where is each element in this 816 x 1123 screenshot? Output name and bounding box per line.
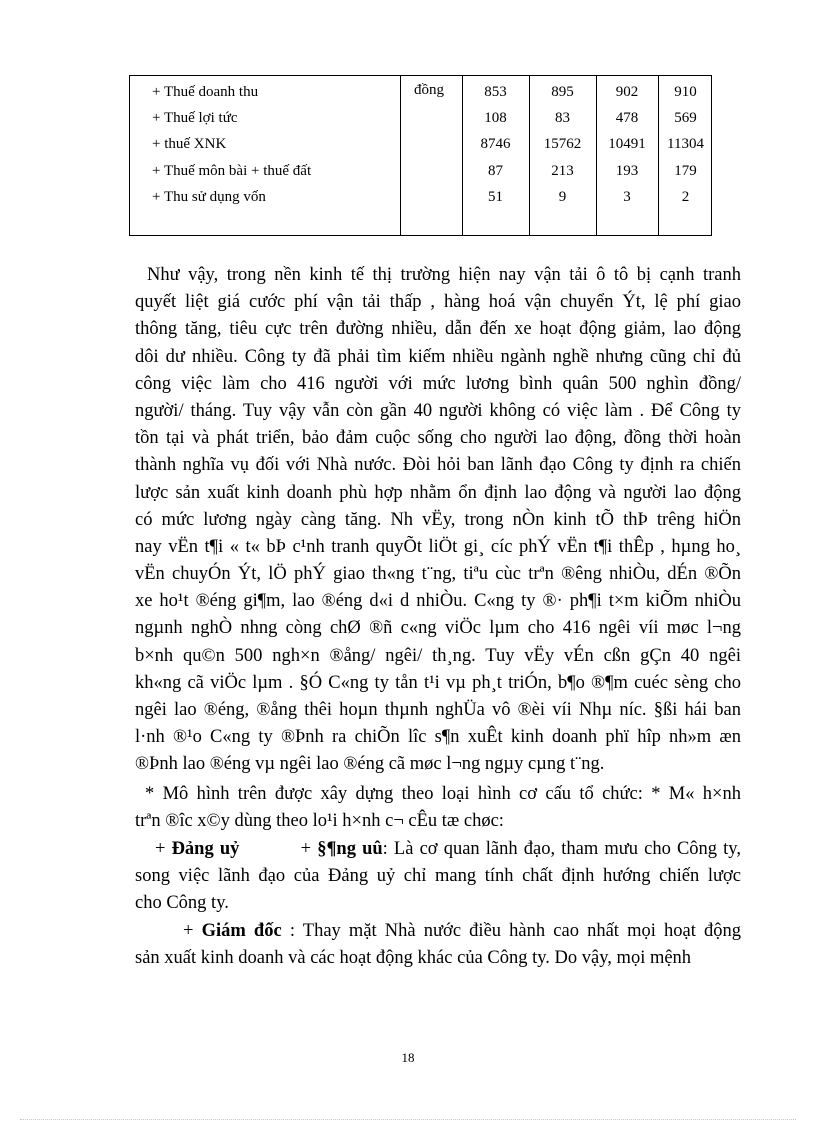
text-line: Như vậy, trong nền kinh tế thị trường hiện nay vận tải ô tô bị cạnh tranh: [147, 265, 741, 285]
row-value: 2: [681, 189, 690, 205]
text-line: quyết liệt giá cước phí vận tải thấp , hàng hoá vận chuyển Ýt, lệ phí giao: [135, 292, 741, 313]
body-paragraph-4: [135, 918, 741, 972]
text-line: lược sản xuất kinh doanh phù hợp nhằm ổn định lao động và người lao động: [135, 482, 741, 503]
row-value: 478: [615, 110, 639, 126]
body-paragraph-1: [135, 262, 741, 779]
text-line: công việc làm cho 416 người với mức lương bình quân 500 nghìn đồng/: [135, 373, 741, 394]
table-divider: [400, 76, 401, 235]
text-line: có mức lương ngày càng tăng. Nh vËy, trong nÒn kinh tÕ thÞ trêng hiÖn: [135, 509, 741, 530]
row-value: 9: [558, 189, 567, 205]
row-value: 51: [488, 189, 503, 205]
bold-term: Giám đốc: [201, 921, 282, 941]
row-value: 179: [674, 163, 697, 179]
row-value: 87: [488, 163, 503, 179]
text-line: + Giám đốc : Thay mặt Nhà nước điều hành cao nhất mọi hoạt động: [183, 921, 742, 941]
bold-term: §¶ng uû: [317, 839, 383, 859]
row-value: 853: [484, 84, 507, 100]
row-label: + Thuế môn bài + thuế đất: [152, 163, 312, 179]
text-line: kh«ng cã viÖc lµm . §Ó C«ng ty tån t¹i vµ ph¸t triÓn, b¶o ®¶m cuéc sèng cho: [135, 672, 741, 693]
bold-term: Đảng uỷ: [171, 839, 240, 859]
text-line: + Đảng uỷ + §¶ng uû: Là cơ quan lãnh đạo, tham mưu cho Công ty,: [155, 839, 741, 859]
text-line: l·nh ®¹o C«ng ty ®Þnh ra chiÕn lîc s¶n xuÊt kinh doanh phï hîp nh»m æn: [135, 727, 741, 748]
text-line: ngêi lao ®éng, ®ång thêi hoµn thµnh nghÜa vô ®èi víi Nhµ níc. §ßi hái ban: [135, 700, 741, 720]
text-line: thông tăng, tiêu cực trên đường nhiều, dẫn đến xe hoạt động giảm, lao động: [135, 319, 741, 340]
text-line: song việc lãnh đạo của Đảng uỷ chỉ mang tính chất định hướng chiến lược: [135, 866, 741, 887]
text-line: tồn tại và phát triển, bảo đảm cuộc sống cho người lao động, đồng thời hoàn: [135, 428, 741, 449]
text-line: người/ tháng. Tuy vậy vẫn còn gần 40 người không có việc làm . Để Công ty: [135, 400, 741, 421]
row-value: 910: [674, 84, 697, 100]
row-value: 569: [674, 110, 697, 126]
row-value: 3: [623, 189, 631, 205]
unit-cell: đồng: [414, 82, 444, 98]
text-line: ®Þnh lao ®éng vµ ngêi lao ®éng cã møc l¬ng ngµy cµng t¨ng.: [135, 754, 605, 775]
row-value: 213: [551, 163, 574, 179]
row-value: 902: [615, 84, 639, 100]
inline-text: : Là cơ quan lãnh đạo, tham mưu cho Công ty,: [382, 839, 741, 859]
page-number: 18: [401, 1050, 415, 1065]
row-value: 15762: [543, 136, 582, 152]
text-line: b×nh qu©n 500 ngh×n ®ång/ ngêi/ th¸ng. Tuy vËy vÉn cßn gÇn 40 ngêi: [135, 645, 741, 666]
page-bottom-divider: [20, 1119, 796, 1120]
row-label: + Thuế lợi tức: [152, 110, 238, 126]
body-paragraph-2: [135, 781, 741, 835]
row-label: + Thuế doanh thu: [152, 84, 259, 100]
row-label: + thuế XNK: [152, 136, 227, 152]
text-line: trªn ®îc x©y dùng theo lo¹i h×nh c¬ cÊu tæ chøc:: [135, 811, 504, 832]
text-line: thành nghĩa vụ đối với Nhà nước. Đòi hỏi ban lãnh đạo Công ty định ra chiến: [135, 455, 741, 476]
row-value: 108: [484, 110, 507, 126]
row-value: 895: [551, 84, 574, 100]
text-line: nay vËn t¶i « t« bÞ c¹nh tranh quyÕt liÖt gi¸ cíc phÝ vËn t¶i thÊp , hµng ho¸: [135, 536, 741, 557]
tax-table: [129, 75, 712, 236]
row-value: 11304: [667, 136, 704, 152]
row-value: 8746: [480, 136, 511, 152]
text-line: sản xuất kinh doanh và các hoạt động khác của Công ty. Do vậy, mọi mệnh: [135, 948, 692, 969]
row-label: + Thu sử dụng vốn: [152, 189, 266, 205]
row-value: 83: [555, 110, 570, 126]
text-line: * Mô hình trên được xây dựng theo loại hình cơ cấu tổ chức: * M« h×nh: [145, 784, 741, 804]
text-line: ngµnh nghÒ nhng còng chØ ®ñ c«ng viÖc lµm cho 416 ngêi víi møc l¬ng: [135, 618, 741, 639]
text-line: cho Công ty.: [135, 893, 229, 914]
row-value: 193: [615, 163, 639, 179]
text-line: dôi dư nhiều. Công ty đã phải tìm kiếm nhiều ngành nghề nhưng cũng chỉ đủ: [135, 346, 741, 367]
text-line: xe ho¹t ®éng gi¶m, lao ®éng d«i d nhiÒu. C«ng ty ®· ph¶i t×m kiÕm nhiÒu: [135, 591, 741, 612]
inline-text: : Thay mặt Nhà nước điều hành cao nhất mọi hoạt động: [289, 921, 742, 941]
text-line: vËn chuyÓn Ýt, lÖ phÝ giao th«ng t¨ng, tiªu cùc trªn ®êng nhiÒu, dÉn ®Õn: [135, 564, 741, 585]
body-paragraph-3: [135, 836, 741, 918]
row-value: 10491: [608, 136, 646, 152]
